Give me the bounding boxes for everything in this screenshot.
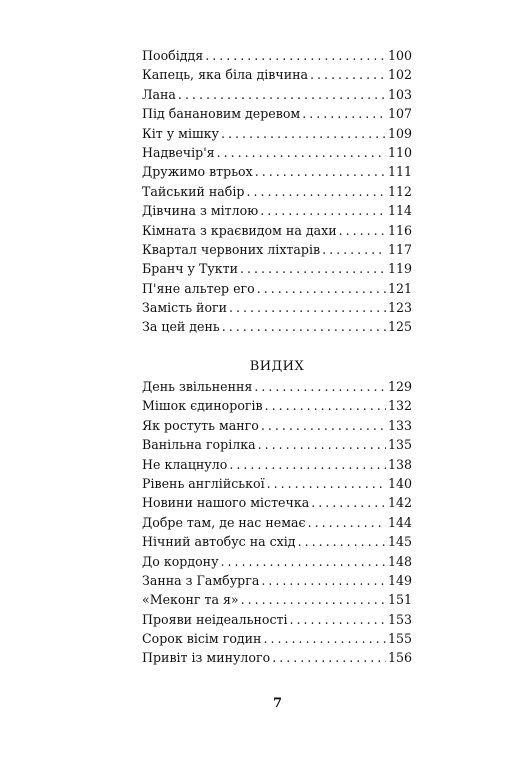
toc-entry-page: 117 [387, 241, 412, 257]
toc-entry-title: Занна з Гамбурга [142, 572, 260, 588]
dot-leader [339, 221, 386, 240]
toc-entry-page: 107 [387, 106, 412, 122]
toc-entry [142, 513, 412, 532]
dot-leader [217, 143, 386, 162]
toc-entry-title: «Меконг та я» [142, 592, 239, 608]
dot-leader [229, 298, 386, 317]
toc-entry-title: Під банановим деревом [142, 106, 301, 122]
toc-entry-title: Надвечір'я [142, 144, 215, 160]
toc-entry [142, 124, 412, 143]
toc-entry-page: 151 [387, 592, 412, 608]
dot-leader [290, 610, 386, 629]
toc-entry-title: Мішок єдинорогів [142, 398, 263, 414]
toc-entry [142, 435, 412, 454]
toc-entry-title: Як ростуть манго [142, 417, 259, 433]
dot-leader [272, 648, 386, 667]
toc-entry-page: 114 [387, 203, 412, 219]
dot-leader [178, 85, 386, 104]
toc-entry-page: 138 [387, 456, 412, 472]
toc-entry-page: 102 [387, 67, 412, 83]
toc-entry [142, 259, 412, 278]
toc-entry-page: 129 [387, 379, 412, 394]
toc-entry-page: 148 [387, 553, 412, 569]
toc-entry-page: 123 [387, 300, 412, 316]
toc-entry-title: Рівень англійської [142, 475, 265, 491]
dot-leader [267, 474, 386, 493]
toc-entry [142, 104, 412, 123]
toc-entry [142, 46, 412, 65]
toc-entry-title: Прояви неідеальності [142, 611, 288, 627]
dot-leader [261, 571, 386, 590]
toc-entry-title: Добре там, де нас немає [142, 514, 306, 530]
toc-entry [142, 416, 412, 435]
toc-entry-title: Капець, яка біла дівчина [142, 67, 309, 83]
toc-entry-title: Тайський набір [142, 183, 245, 199]
section-heading: ВИДИХ [249, 359, 305, 374]
toc-entry-title: Привіт із минулого [142, 650, 271, 666]
toc-entry-title: Лана [142, 86, 176, 102]
table-of-contents-part-2 [142, 377, 412, 668]
toc-entry-title: До кордону [142, 553, 219, 569]
toc-entry-page: 109 [387, 125, 412, 141]
toc-entry-page: 155 [387, 631, 412, 647]
toc-entry-title: Ванільна горілка [142, 437, 256, 453]
toc-entry [142, 377, 412, 396]
dot-leader [254, 377, 386, 396]
toc-entry-page: 133 [387, 417, 412, 433]
dot-leader [258, 435, 386, 454]
toc-entry-page: 103 [387, 86, 412, 102]
toc-entry-title: Дружимо втрьох [142, 164, 253, 180]
dot-leader [260, 201, 386, 220]
dot-leader [322, 240, 386, 259]
dot-leader [310, 65, 386, 84]
dot-leader [302, 104, 386, 123]
toc-entry-page: 142 [387, 495, 412, 511]
toc-entry-page: 119 [387, 261, 412, 277]
toc-entry [142, 493, 412, 512]
page-number: 7 [272, 696, 283, 711]
toc-entry-title: Замість йоги [142, 300, 228, 316]
table-of-contents-part-1 [142, 46, 412, 337]
toc-entry-page: 145 [387, 534, 412, 550]
toc-entry [142, 65, 412, 84]
toc-entry [142, 571, 412, 590]
toc-entry-page: 140 [387, 475, 412, 491]
dot-leader [205, 46, 386, 65]
toc-entry [142, 143, 412, 162]
toc-entry-title: П'яне альтер его [142, 280, 255, 296]
toc-entry [142, 610, 412, 629]
toc-entry [142, 279, 412, 298]
dot-leader [255, 162, 386, 181]
dot-leader [311, 493, 386, 512]
toc-entry-page: 125 [387, 319, 412, 335]
dot-leader [308, 513, 386, 532]
toc-entry-page: 149 [387, 572, 412, 588]
toc-entry-title: Сорок вісім годин [142, 631, 262, 647]
toc-entry [142, 552, 412, 571]
toc-entry [142, 396, 412, 415]
toc-entry-title: Пообіддя [142, 48, 204, 63]
toc-entry [142, 240, 412, 259]
toc-entry-title: За цей день [142, 319, 220, 335]
toc-entry [142, 629, 412, 648]
toc-entry [142, 298, 412, 317]
toc-entry [142, 455, 412, 474]
dot-leader [298, 532, 386, 551]
toc-entry-title: Кімната з краєвидом на дахи [142, 222, 337, 238]
toc-entry-page: 112 [387, 183, 412, 199]
toc-entry-page: 121 [387, 280, 412, 296]
toc-entry [142, 648, 412, 667]
toc-entry-title: Бранч у Тукти [142, 261, 239, 277]
toc-entry-title: Дівчина з мітлою [142, 203, 259, 219]
dot-leader [221, 124, 386, 143]
toc-entry-page: 100 [387, 48, 412, 63]
dot-leader [263, 629, 385, 648]
toc-entry [142, 532, 412, 551]
dot-leader [222, 317, 386, 336]
toc-entry-title: Кіт у мішку [142, 125, 219, 141]
toc-entry-page: 111 [387, 164, 412, 180]
toc-entry [142, 221, 412, 240]
dot-leader [220, 552, 385, 571]
toc-entry [142, 317, 412, 336]
toc-entry-page: 135 [387, 437, 412, 453]
toc-entry [142, 590, 412, 609]
toc-entry-page: 156 [387, 650, 412, 666]
toc-entry-page: 110 [387, 144, 412, 160]
toc-entry-title: Новини нашого містечка [142, 495, 310, 511]
dot-leader [229, 455, 386, 474]
dot-leader [246, 182, 386, 201]
toc-entry-page: 132 [387, 398, 412, 414]
toc-entry [142, 162, 412, 181]
dot-leader [257, 279, 386, 298]
toc-entry [142, 201, 412, 220]
dot-leader [240, 259, 386, 278]
dot-leader [265, 396, 386, 415]
toc-entry-title: Квартал червоних ліхтарів [142, 241, 321, 257]
toc-entry-title: Нічний автобус на схід [142, 534, 296, 550]
toc-entry-title: Не клацнуло [142, 456, 228, 472]
toc-entry-page: 153 [387, 611, 412, 627]
dot-leader [261, 416, 386, 435]
dot-leader [241, 590, 386, 609]
toc-entry [142, 85, 412, 104]
toc-entry-page: 116 [387, 222, 412, 238]
toc-entry-page: 144 [387, 514, 412, 530]
toc-entry [142, 182, 412, 201]
toc-entry-title: День звільнення [142, 379, 253, 394]
toc-entry [142, 474, 412, 493]
